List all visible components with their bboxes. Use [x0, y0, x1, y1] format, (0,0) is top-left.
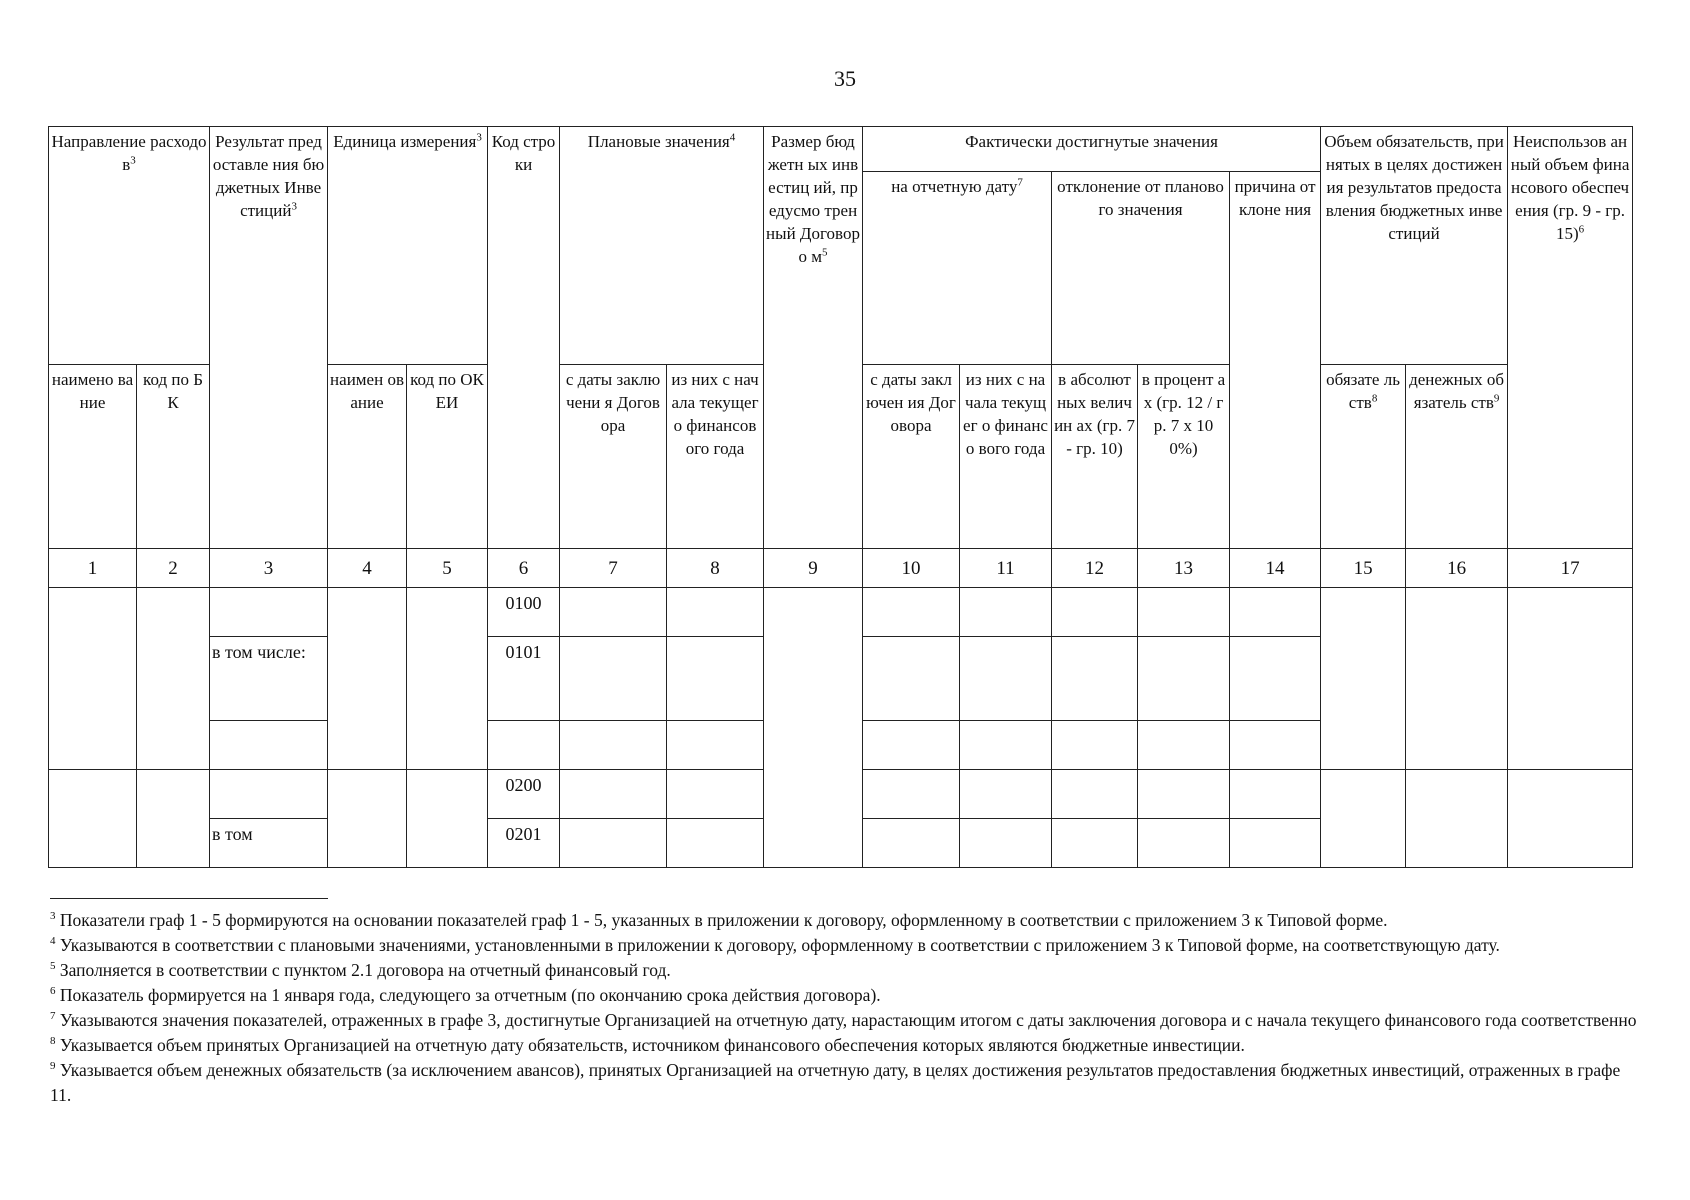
table-cell — [667, 770, 764, 819]
table-cell — [863, 588, 960, 637]
table-cell — [49, 770, 137, 868]
table-cell — [560, 770, 667, 819]
table-cell — [960, 637, 1052, 721]
table-cell — [1230, 819, 1321, 868]
col-num: 2 — [137, 549, 210, 588]
table-cell — [1230, 721, 1321, 770]
table-cell — [863, 721, 960, 770]
table-cell — [137, 770, 210, 868]
header-planned: Плановые значения$^4$ — [560, 127, 764, 365]
header-obligations: Объем обязательств, принятых в целях достижения результатов предоставления бюджетных инвестиций — [1321, 127, 1508, 365]
table-cell — [137, 588, 210, 770]
table-cell — [1138, 637, 1230, 721]
table-cell — [49, 588, 137, 770]
header-abs: в абсолют ных величин ах (гр. 7 - гр. 10) — [1052, 365, 1138, 549]
header-plan-from-year: из них с начала текущего финансов ого года — [667, 365, 764, 549]
col-num: 13 — [1138, 549, 1230, 588]
header-code-line: Код строки — [488, 127, 560, 549]
table-cell — [764, 588, 863, 868]
table-cell — [1052, 770, 1138, 819]
table-cell — [1230, 770, 1321, 819]
col-num: 17 — [1508, 549, 1633, 588]
table-cell — [407, 770, 488, 868]
footnote-separator — [50, 898, 328, 899]
col-num: 12 — [1052, 549, 1138, 588]
col-num: 11 — [960, 549, 1052, 588]
table-cell — [1052, 819, 1138, 868]
table-cell — [667, 721, 764, 770]
header-unused: Неиспользов анный объем финансового обеспечения (гр. 9 - гр. 15)$^6$ — [1508, 127, 1633, 549]
header-code-bk: код по БК — [137, 365, 210, 549]
table-cell — [560, 721, 667, 770]
row-code: 0100 — [488, 588, 560, 637]
table-cell — [1052, 588, 1138, 637]
row-label: в том — [210, 819, 328, 868]
header-to-report-date: на отчетную дату$^7$ — [863, 172, 1052, 365]
row-label: в том числе: — [210, 637, 328, 721]
table-cell — [667, 637, 764, 721]
table-cell — [560, 637, 667, 721]
table-cell — [1406, 588, 1508, 770]
header-unit: Единица измерения$^3$ — [328, 127, 488, 365]
table-cell — [667, 819, 764, 868]
table-cell — [863, 819, 960, 868]
table-cell — [1230, 637, 1321, 721]
header-name2: наимен ование — [328, 365, 407, 549]
col-num: 1 — [49, 549, 137, 588]
header-act-from-year: из них с начала текущег о финансо вого года — [960, 365, 1052, 549]
table-cell — [1052, 637, 1138, 721]
row-code: 0201 — [488, 819, 560, 868]
row-code: 0200 — [488, 770, 560, 819]
col-num: 15 — [1321, 549, 1406, 588]
table-cell — [960, 588, 1052, 637]
footnote: $^6$ Показатель формируется на 1 января года, следующего за отчетным (по окончанию срока действия договора). — [50, 985, 881, 1005]
footnote: $^3$ Показатели граф 1 - 5 формируются на основании показателей граф 1 - 5, указанных в приложении к договору, оформленному в соответствии с приложением 3 к Типовой форме. — [50, 910, 1388, 930]
header-direction: Направление расходов$^3$ — [49, 127, 210, 365]
col-num: 7 — [560, 549, 667, 588]
table-cell — [1138, 721, 1230, 770]
table-cell — [328, 770, 407, 868]
footnote: $^7$ Указываются значения показателей, отраженных в графе 3, достигнутые Организацией на отчетную дату, нарастающим итогом с даты заключения договора и с начала текущего финансового года соответственно — [50, 1010, 1637, 1030]
table-cell — [210, 770, 328, 819]
table-cell — [560, 819, 667, 868]
table-cell — [488, 721, 560, 770]
table-cell — [960, 770, 1052, 819]
footnote: $^4$ Указываются в соответствии с плановыми значениями, установленными в приложении к договору, оформленному в соответствии с приложением 3 к Типовой форме, на соответствующую дату. — [50, 935, 1500, 955]
col-num: 3 — [210, 549, 328, 588]
table-cell — [407, 588, 488, 770]
table-cell — [1052, 721, 1138, 770]
header-code-okei: код по ОКЕИ — [407, 365, 488, 549]
page-number: 35 — [834, 66, 856, 91]
row-code: 0101 — [488, 637, 560, 721]
table-cell — [1321, 588, 1406, 770]
col-num: 5 — [407, 549, 488, 588]
header-money-col: денежных обязатель ств$^9$ — [1406, 365, 1508, 549]
header-name1: наимено вание — [49, 365, 137, 549]
footnotes — [50, 908, 1640, 1108]
table-cell — [960, 721, 1052, 770]
footnote: $^9$ Указывается объем денежных обязательств (за исключением авансов), принятых Организацией на отчетную дату, в целях достижения результатов предоставления бюджетных инвестиций, отраженных в графе 11. — [50, 1060, 1621, 1105]
column-numbers-row — [49, 549, 1633, 588]
table-cell — [863, 770, 960, 819]
table-cell — [1508, 770, 1633, 868]
header-size: Размер бюджетн ых инвестиц ий, предусмо тренный Договоро $м^5$ — [764, 127, 863, 549]
header-pct: в процент ах (гр. 12 / гр. 7 х 100%) — [1138, 365, 1230, 549]
table-cell — [960, 819, 1052, 868]
header-actual: Фактически достигнутые значения — [863, 127, 1321, 172]
table-cell — [667, 588, 764, 637]
table-cell — [1406, 770, 1508, 868]
table-cell — [1321, 770, 1406, 868]
col-num: 16 — [1406, 549, 1508, 588]
table-cell — [328, 588, 407, 770]
col-num: 8 — [667, 549, 764, 588]
col-num: 9 — [764, 549, 863, 588]
header-act-from-date: с даты заключен ия Договора — [863, 365, 960, 549]
table-cell — [863, 637, 960, 721]
footnote: $^8$ Указывается объем принятых Организацией на отчетную дату обязательств, источником финансового обеспечения которых являются бюджетные инвестиции. — [50, 1035, 1245, 1055]
header-result: Результат предоставле ния бюджетных Инвестиций$^3$ — [210, 127, 328, 549]
footnote: $^5$ Заполняется в соответствии с пунктом 2.1 договора на отчетный финансовый год. — [50, 960, 671, 980]
table-cell — [1230, 588, 1321, 637]
header-plan-from-date: с даты заключени я Договора — [560, 365, 667, 549]
header-deviation: отклонение от планового значения — [1052, 172, 1230, 365]
header-reason: причина отклоне ния — [1230, 172, 1321, 549]
table-cell — [210, 721, 328, 770]
table-cell — [210, 588, 328, 637]
table-cell — [560, 588, 667, 637]
table-cell — [1138, 588, 1230, 637]
col-num: 6 — [488, 549, 560, 588]
table-cell — [1138, 819, 1230, 868]
col-num: 4 — [328, 549, 407, 588]
report-table — [48, 126, 1633, 868]
col-num: 14 — [1230, 549, 1321, 588]
table-cell — [1138, 770, 1230, 819]
table-cell — [1508, 588, 1633, 770]
header-oblig-col: обязате льств$^8$ — [1321, 365, 1406, 549]
col-num: 10 — [863, 549, 960, 588]
table-row — [49, 588, 1633, 637]
